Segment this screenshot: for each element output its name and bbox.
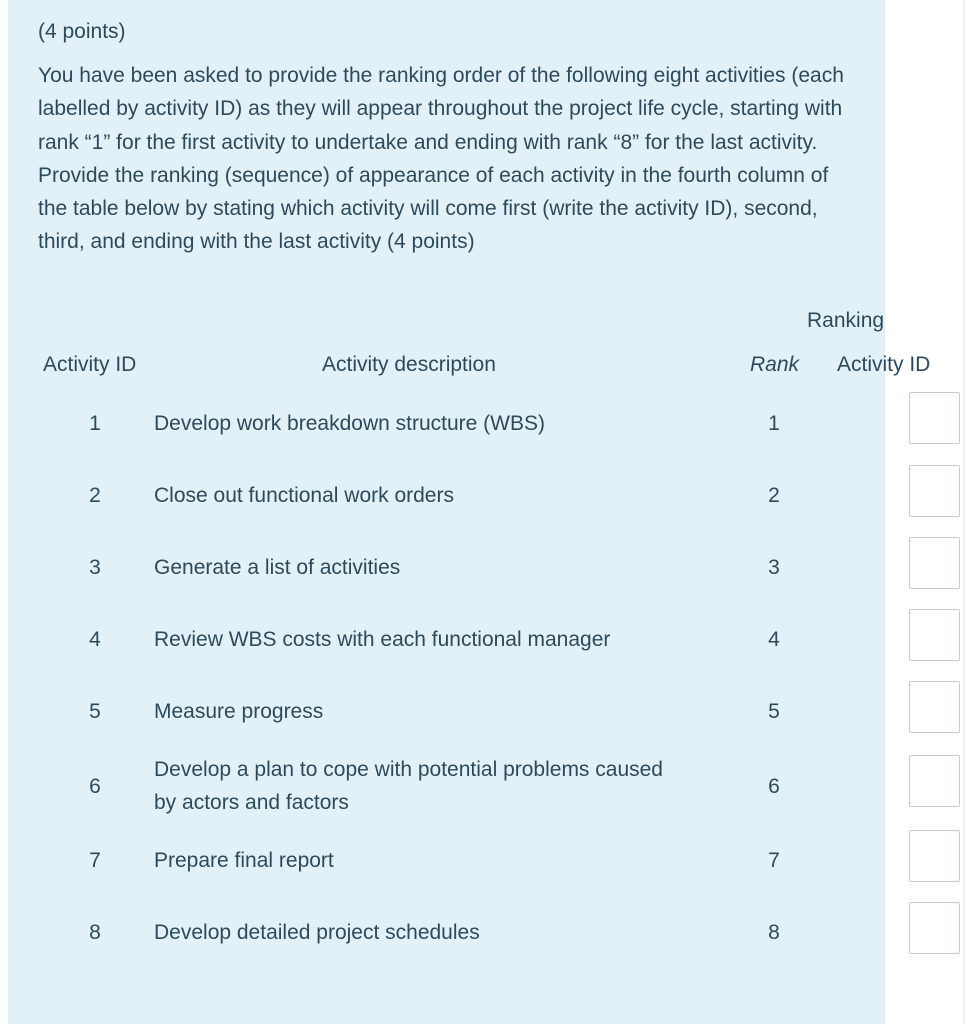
row-5-description: Measure progress xyxy=(154,700,324,723)
row-6-description: Develop a plan to cope with potential problems caused by actors and factors xyxy=(154,758,663,814)
row-2-rank: 2 xyxy=(768,484,780,507)
row-3-activity-id: 3 xyxy=(89,556,101,579)
row-6-activity-id: 6 xyxy=(89,775,101,798)
header-activity-id: Activity ID xyxy=(43,353,137,376)
row-6-rank: 6 xyxy=(768,775,780,798)
row-4-description: Review WBS costs with each functional manager xyxy=(154,628,611,651)
row-7-description: Prepare final report xyxy=(154,849,334,872)
row-8-description: Develop detailed project schedules xyxy=(154,921,480,944)
row-8-activity-id: 8 xyxy=(89,921,101,944)
row-3-answer-input[interactable] xyxy=(909,537,960,589)
header-activity-description: Activity description xyxy=(322,353,496,376)
header-rank: Rank xyxy=(750,353,800,376)
header-ranking-activity-id: Activity ID xyxy=(837,353,931,376)
row-5-activity-id: 5 xyxy=(89,700,101,723)
row-4-answer-input[interactable] xyxy=(909,609,960,661)
row-8-answer-input[interactable] xyxy=(909,902,960,954)
row-2-activity-id: 2 xyxy=(89,484,101,507)
points-label: (4 points) xyxy=(38,20,126,43)
row-3-description: Generate a list of activities xyxy=(154,556,401,579)
row-1-description: Develop work breakdown structure (WBS) xyxy=(154,412,545,435)
row-6-answer-input[interactable] xyxy=(909,755,960,807)
question-text: You have been asked to provide the ranking order of the following eight activities (each labelled by activity ID) as they will appear throughout the project life cycle, starting with rank “1” for the first activity to undertake and ending with rank “8” for the last activity. Provide the ranking (sequence) of appearance of each activity in the fourth column of the table below by stating which activity will come first (write the activity ID), second, third, and ending with the last activity (4 points) xyxy=(38,64,844,254)
row-5-rank: 5 xyxy=(768,700,780,723)
row-1-rank: 1 xyxy=(768,412,780,435)
row-4-rank: 4 xyxy=(768,628,780,651)
ranking-group-header: Ranking xyxy=(807,309,885,332)
row-1-answer-input[interactable] xyxy=(909,392,960,444)
row-4-activity-id: 4 xyxy=(89,628,101,651)
row-7-rank: 7 xyxy=(768,849,780,872)
row-5-answer-input[interactable] xyxy=(909,681,960,733)
row-1-activity-id: 1 xyxy=(89,412,101,435)
row-7-activity-id: 7 xyxy=(89,849,101,872)
row-7-answer-input[interactable] xyxy=(909,830,960,882)
row-8-rank: 8 xyxy=(768,921,780,944)
row-2-answer-input[interactable] xyxy=(909,465,960,517)
row-2-description: Close out functional work orders xyxy=(154,484,454,507)
row-3-rank: 3 xyxy=(768,556,780,579)
